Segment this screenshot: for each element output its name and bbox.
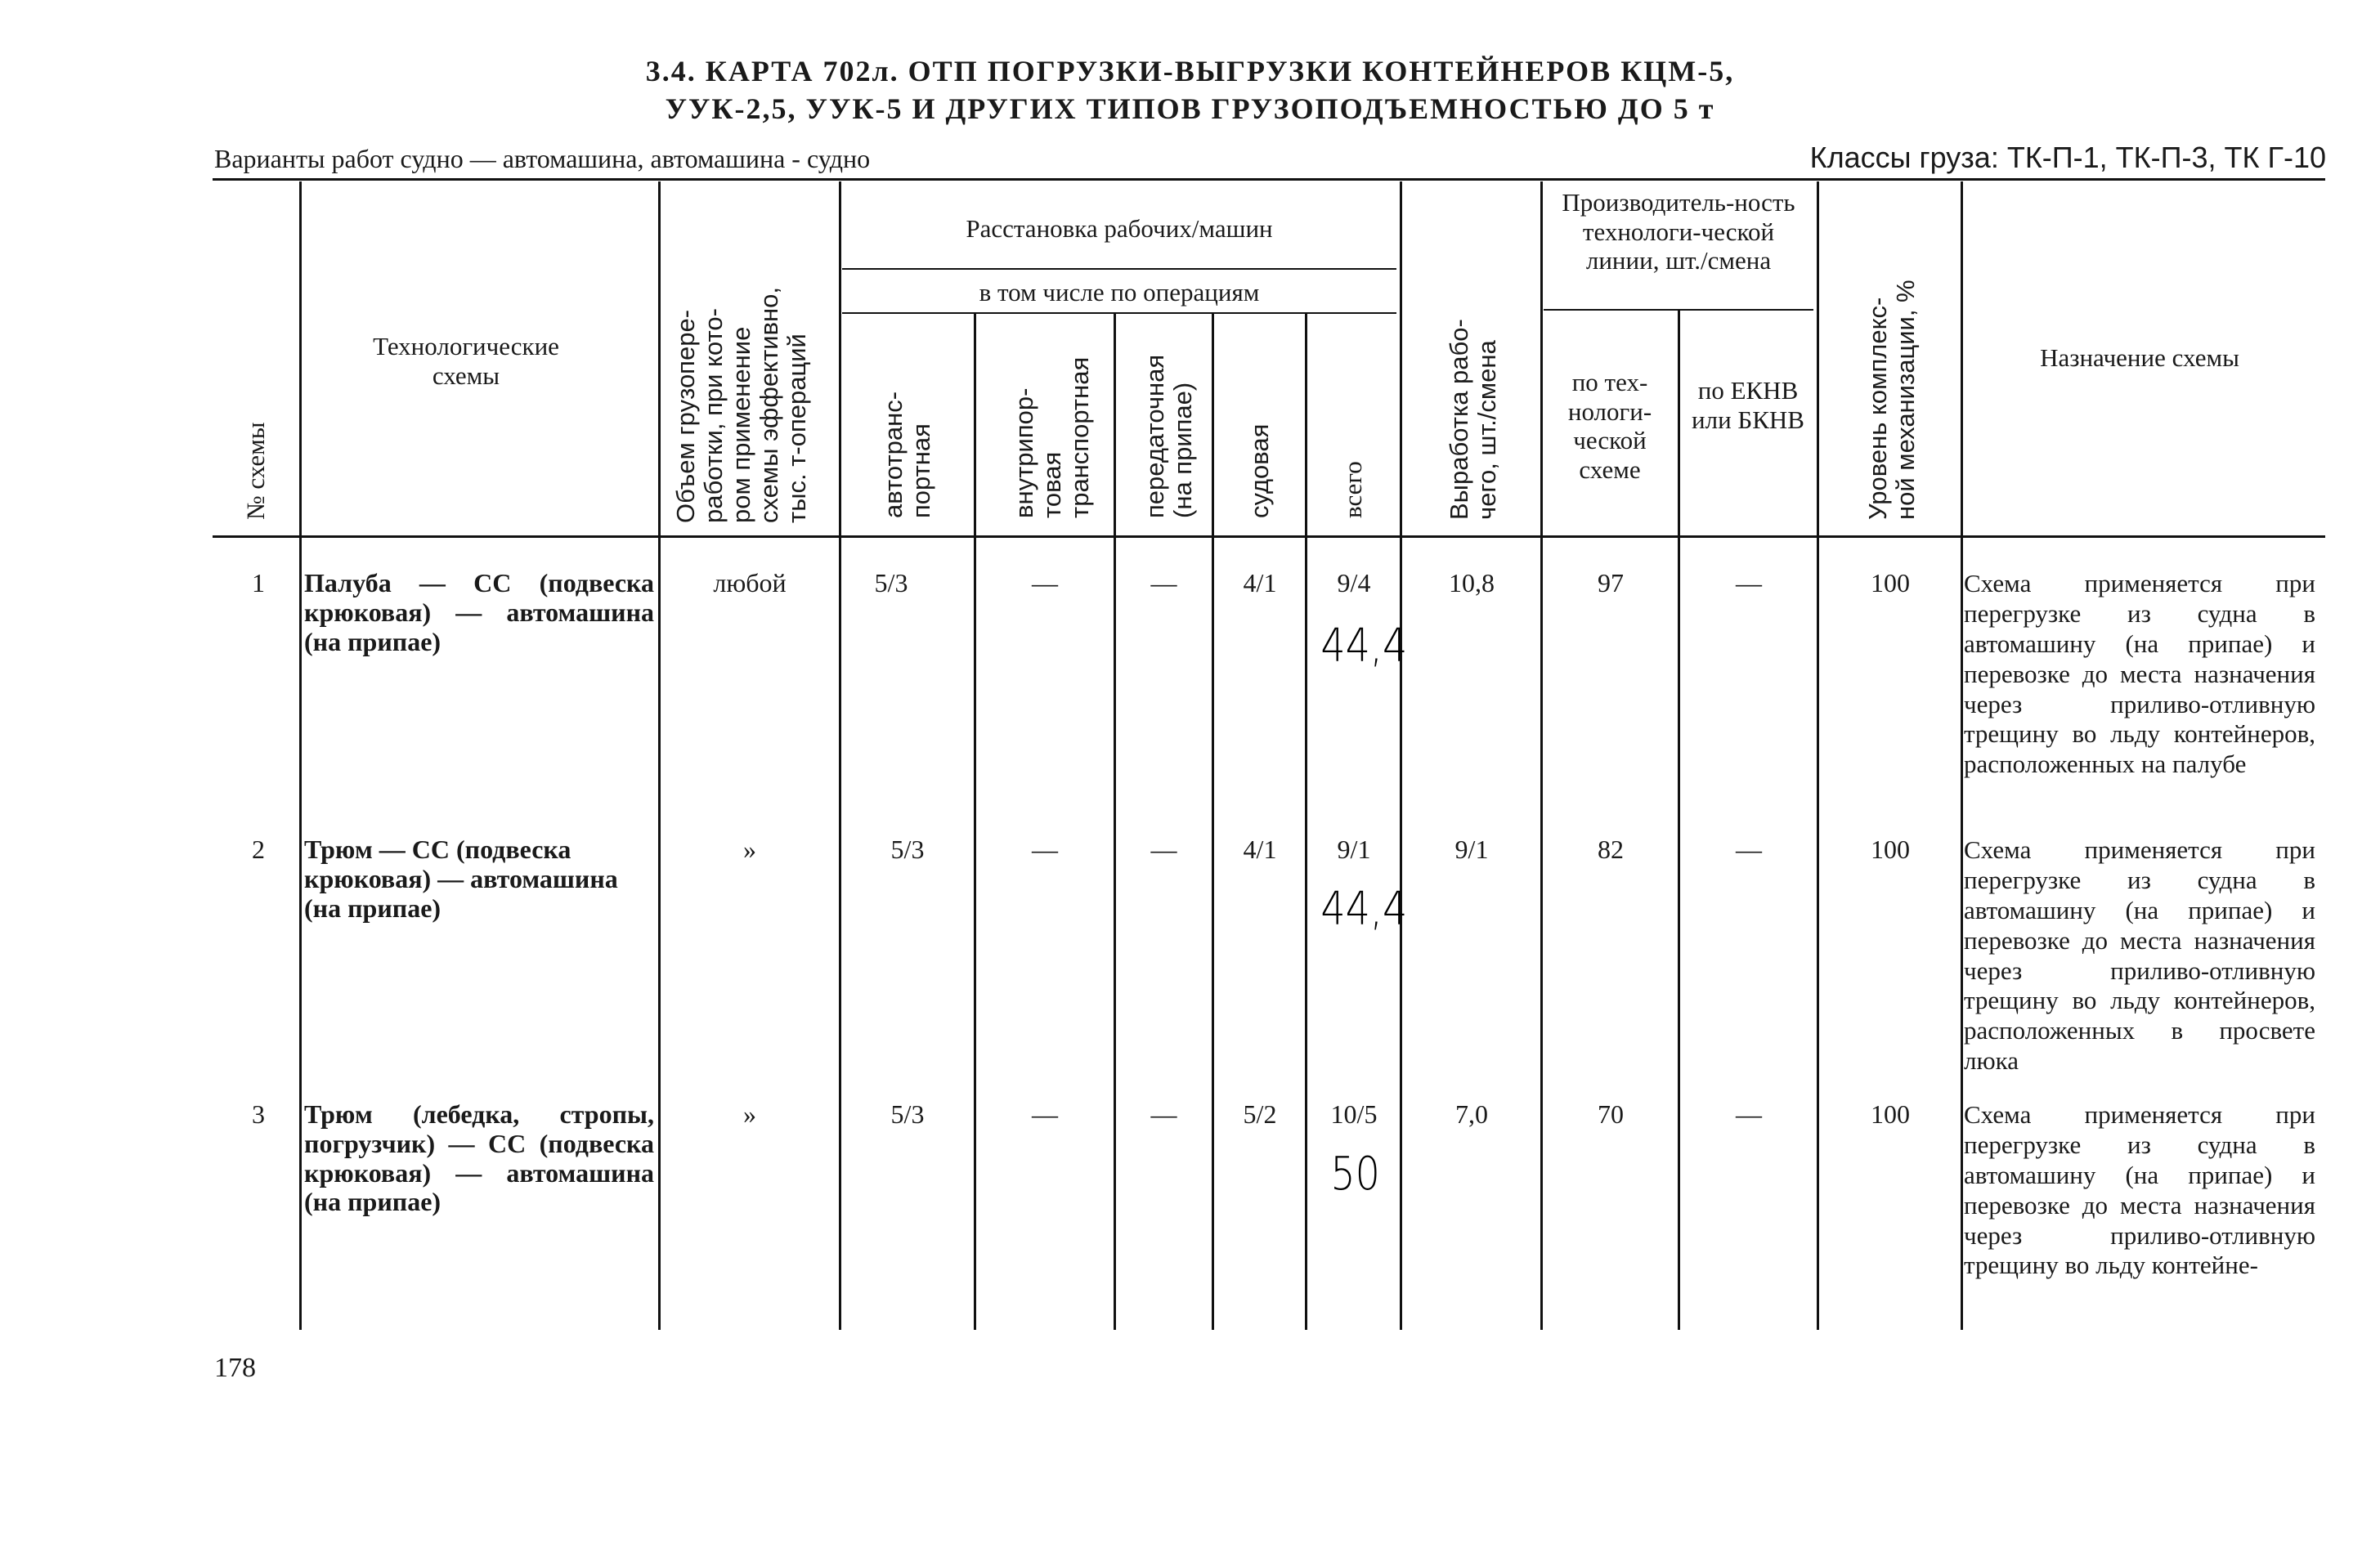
table-row-2-total-handwritten: 44,4 [1320,883,1408,936]
col-divider [839,181,841,1330]
page-title-line-1: 3.4. КАРТА 702л. ОТП ПОГРУЗКИ-ВЫГРУЗКИ КОНТЕЙНЕРОВ КЦМ-5, [645,55,1735,87]
header-by-scheme: по тех-нологи-ческой схеме [1567,368,1652,484]
table-row-3-prod-ekniv: — [1736,1099,1762,1129]
table-row-1-total-handwritten: 44,4 [1320,620,1408,673]
table-row-2-mech: 100 [1871,835,1910,864]
table-row-1-volume: любой [713,568,787,597]
col-divider [1212,314,1214,1330]
table-row-1-auto: 5/3 [874,568,908,597]
table-row-2-auto: 5/3 [890,835,925,864]
table-row-3-total: 10/5 [1330,1099,1378,1129]
table-row-1-output: 10,8 [1449,568,1495,597]
page-title-line-2: УУК-2,5, УУК-5 И ДРУГИХ ТИПОВ ГРУЗОПОДЪЕМНОСТЬЮ ДО 5 т [665,92,1715,125]
table-row-1-no: 1 [252,568,265,597]
header-auto: автотранс- портная [879,391,936,518]
col-divider [299,181,302,1330]
header-total: всего [1338,461,1367,518]
work-variants: Варианты работ судно — автомашина, автомашина - судно [214,144,871,173]
header-top-rule [213,178,2325,181]
table-row-3-mech: 100 [1871,1099,1910,1129]
col-divider [1540,181,1543,1330]
header-by-ekniv: по ЕКНВ или БКНВ [1692,376,1804,434]
table-row-3-volume: » [743,1099,756,1129]
table-row-1-scheme: Палуба — СС (подвеска крюковая) — автомашина (на припае) [304,568,654,656]
col-divider [1961,181,1963,1330]
table-row-1-total: 9/4 [1337,568,1371,597]
header-purpose: Назначение схемы [2040,343,2239,372]
col-divider [1114,314,1116,1330]
col-divider [658,181,661,1330]
table-row-1-prod-ekniv: — [1736,568,1762,597]
table-row-2-prod-ekniv: — [1736,835,1762,864]
table-row-2-output: 9/1 [1454,835,1489,864]
table-row-3-output: 7,0 [1455,1099,1488,1129]
col-divider [1678,311,1680,1330]
table-row-2-scheme: Трюм — СС (подвеска крюковая) — автомашина (на припае) [304,835,618,923]
header-mechanization: Уровень комплекс- ной механизации, % [1863,280,1921,520]
table-row-3-prod-scheme: 70 [1598,1099,1624,1129]
table-row-2-no: 2 [252,835,265,864]
col-divider [1305,314,1307,1330]
cargo-classes: Классы груза: ТК-П-1, ТК-П-3, ТК Г-10 [1809,141,2326,174]
table-row-1-prod-scheme: 97 [1598,568,1624,597]
table-row-2-prod-scheme: 82 [1598,835,1624,864]
table-row-1-purpose: Схема применяется при перегрузке из судна в автомашину (на припае) и перевозке до места назначения через приливо-отливную трещину во льду контейнеров, расположенных на палубе [1964,569,2315,779]
header-placement: Расстановка рабочих/машин [966,214,1273,243]
operations-sub-rule [842,312,1396,314]
table-row-2-volume: » [743,835,756,864]
table-row-2-purpose: Схема применяется при перегрузке из судна в автомашину (на припае) и перевозке до места назначения через приливо-отливную трещину во льду контейнеров, расположенных в просвете люка [1964,835,2315,1076]
table-row-1-ship: 4/1 [1243,568,1277,597]
header-volume: Объем грузопере- работки, при кото- ром применение схемы эффективно, тыс. т-операций [671,286,812,523]
header-scheme-no: № схемы [241,422,270,520]
table-row-2-internal: — [1032,835,1058,864]
table-row-3-ship: 5/2 [1243,1099,1277,1129]
header-productivity: Производитель-ность технологи-ческой линии, шт./смена [1562,188,1795,275]
table-row-3-total-handwritten: 50 [1330,1148,1380,1201]
table-row-3-transfer: — [1150,1099,1177,1129]
header-tech-schemes: Технологические схемы [373,332,559,390]
header-by-operations: в том числе по операциям [979,278,1260,307]
header-internal: внутрипор- товая транспортная [1010,356,1095,518]
table-row-3-purpose: Схема применяется при перегрузке из судна в автомашину (на припае) и перевозке до места назначения через приливо-отливную трещину во льду контейне- [1964,1100,2315,1280]
table-row-1-mech: 100 [1871,568,1910,597]
table-row-3-scheme: Трюм (лебедка, стропы, погрузчик) — СС (подвеска крюковая) — автомашина (на припае) [304,1099,654,1217]
header-ship: судовая [1245,423,1274,518]
col-divider [1400,181,1402,1330]
table-row-2-total: 9/1 [1337,835,1371,864]
table-row-3-auto: 5/3 [890,1099,925,1129]
header-bottom-rule [213,535,2325,538]
header-output: Выработка рабо- чего, шт./смена [1445,319,1502,520]
table-row-3-no: 3 [252,1099,265,1129]
table-row-1-internal: — [1032,568,1058,597]
page-number: 178 [214,1353,256,1383]
table-row-2-transfer: — [1150,835,1177,864]
col-divider [974,314,976,1330]
placement-sub-rule [842,268,1396,270]
table-row-2-ship: 4/1 [1243,835,1277,864]
table-row-1-transfer: — [1150,568,1177,597]
table-row-3-internal: — [1032,1099,1058,1129]
col-divider [1817,181,1819,1330]
header-transfer: передаточная (на припае) [1141,354,1198,518]
